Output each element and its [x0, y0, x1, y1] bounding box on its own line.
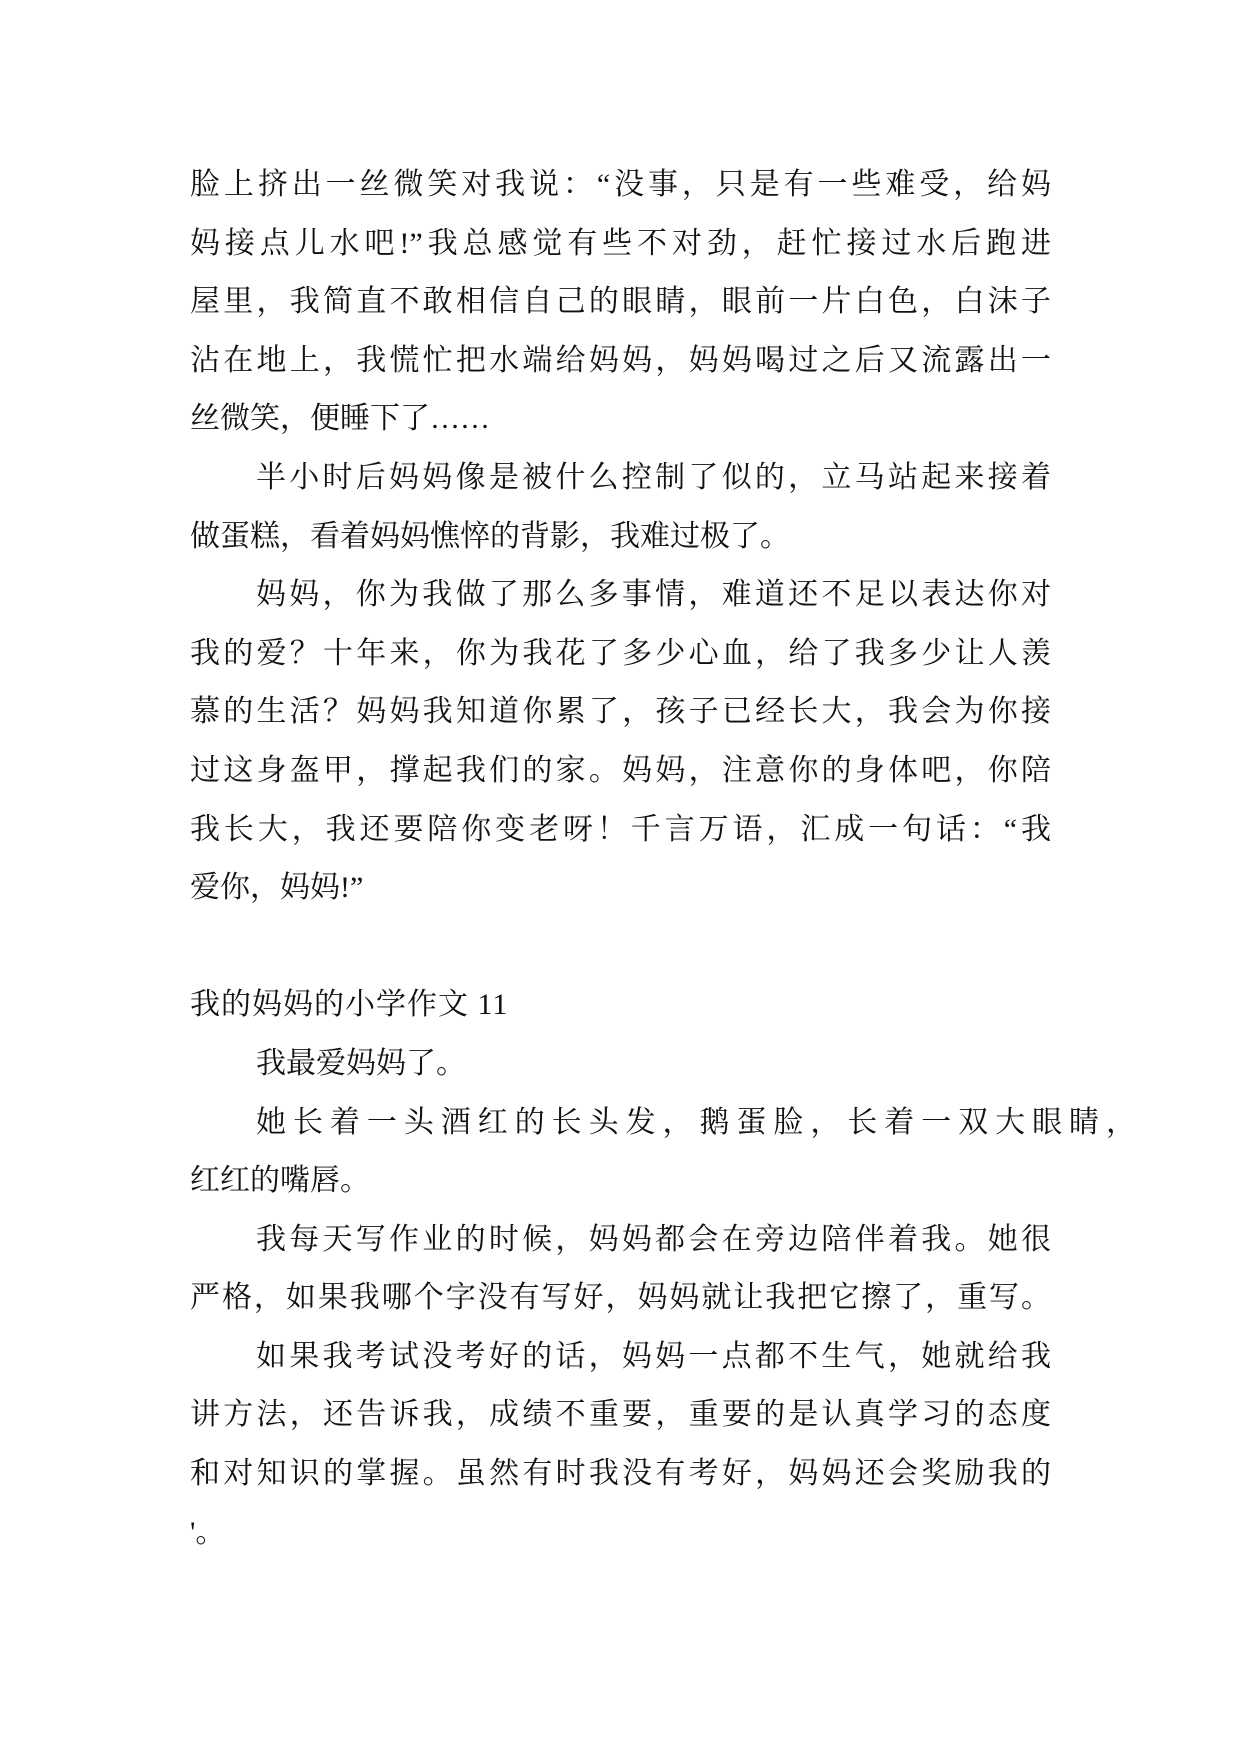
- text-line: 她长着一头酒红的长头发，鹅蛋脸，长着一双大眼睛，: [256, 1105, 1136, 1139]
- paragraph: [190, 156, 1051, 449]
- text-line: 和对知识的掌握。虽然有时我没有考好，妈妈还会奖励我的: [190, 1457, 1051, 1491]
- paragraph: [190, 449, 1051, 566]
- text-line: 我每天写作业的时候，妈妈都会在旁边陪伴着我。她很: [256, 1222, 1051, 1256]
- text-line: 我的爱？十年来，你为我花了多少心血，给了我多少让人羡: [190, 636, 1051, 670]
- document-body: [190, 156, 1136, 1562]
- paragraph: [190, 1211, 1051, 1328]
- text-line: 丝微笑，便睡下了……: [190, 402, 490, 436]
- blank-line: [190, 918, 1051, 977]
- text-line: 做蛋糕，看着妈妈憔悴的背影，我难过极了。: [190, 519, 790, 553]
- essay-title: 我的妈妈的小学作文 11: [190, 988, 509, 1022]
- text-line: 屋里，我简直不敢相信自己的眼睛，眼前一片白色，白沫子: [190, 285, 1051, 319]
- text-line: 慕的生活？妈妈我知道你累了，孩子已经长大，我会为你接: [190, 695, 1051, 729]
- text-line: 脸上挤出一丝微笑对我说：“没事，只是有一些难受，给妈: [190, 168, 1051, 201]
- paragraph: [190, 566, 1051, 918]
- text-line: 我最爱妈妈了。: [256, 1046, 466, 1080]
- paragraph: [190, 1035, 1051, 1094]
- text-line: 沾在地上，我慌忙把水端给妈妈，妈妈喝过之后又流露出一: [190, 343, 1051, 377]
- text-line: 半小时后妈妈像是被什么控制了似的，立马站起来接着: [256, 460, 1051, 494]
- paragraph: [190, 1094, 1136, 1211]
- text-line: 过这身盔甲，撑起我们的家。妈妈，注意你的身体吧，你陪: [190, 753, 1051, 787]
- text-line: 讲方法，还告诉我，成绩不重要，重要的是认真学习的态度: [190, 1398, 1051, 1432]
- paragraph: [190, 1328, 1051, 1562]
- text-line: 我长大，我还要陪你变老呀！千言万语，汇成一句话：“我: [190, 812, 1051, 846]
- text-line: 红红的嘴唇。: [190, 1164, 370, 1198]
- text-line: 妈接点儿水吧!”我总感觉有些不对劲，赶忙接过水后跑进: [190, 226, 1051, 260]
- text-line: 妈妈，你为我做了那么多事情，难道还不足以表达你对: [256, 578, 1051, 612]
- text-line: 如果我考试没考好的话，妈妈一点都不生气，她就给我: [256, 1339, 1051, 1373]
- text-line: '。: [190, 1515, 226, 1549]
- text-line: 爱你，妈妈!”: [190, 871, 364, 905]
- text-line: 严格，如果我哪个字没有写好，妈妈就让我把它擦了，重写。: [190, 1281, 1051, 1315]
